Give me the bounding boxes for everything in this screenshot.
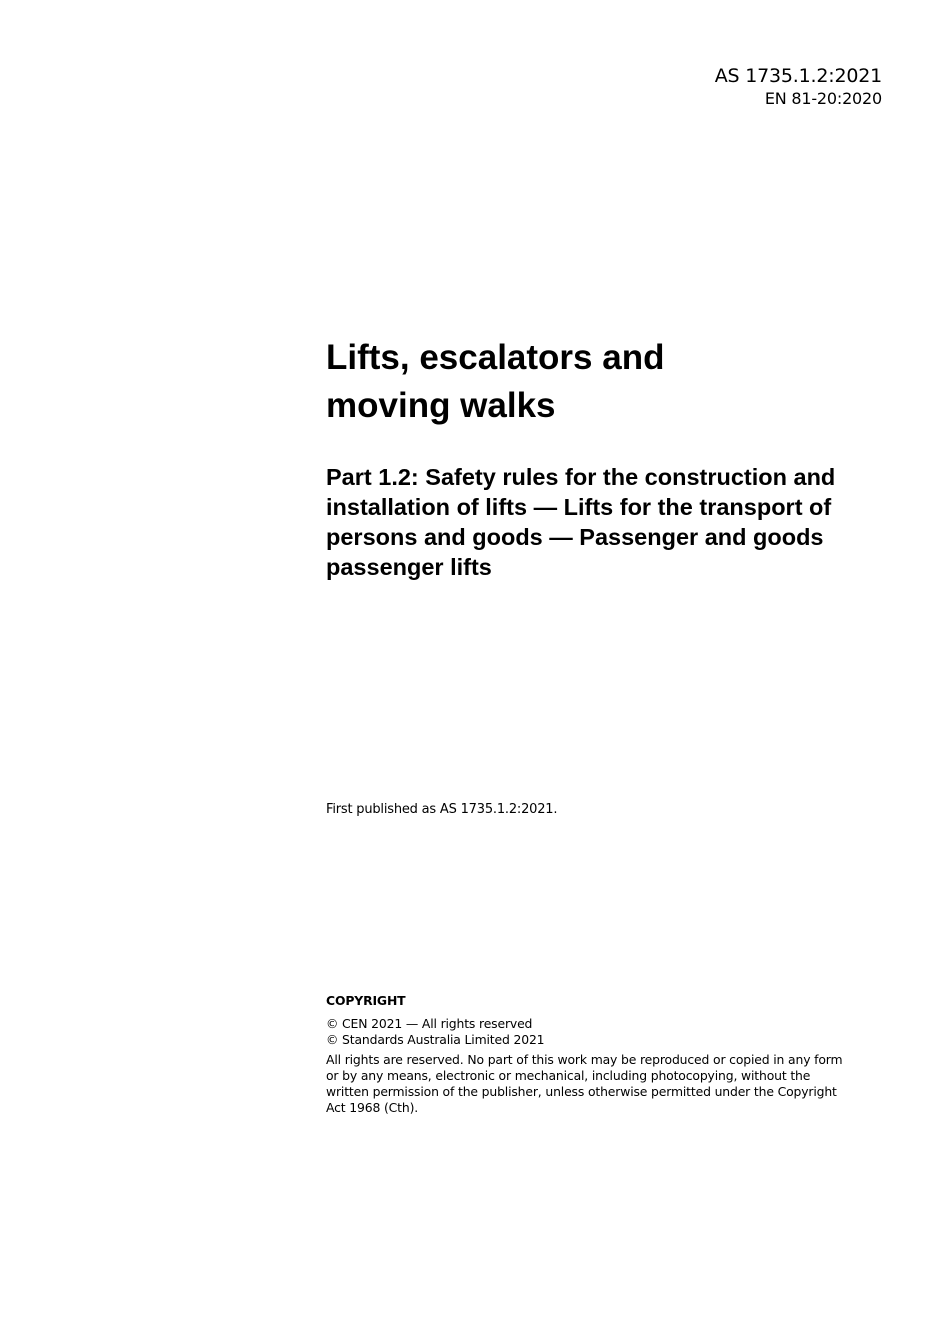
first-published-note: First published as AS 1735.1.2:2021.: [326, 802, 558, 817]
rights-notice: All rights are reserved. No part of this work may be reproduced or copied in any form or by any means, electronic or mechanical, including photocopying, without the written permission of the publisher, unless otherwise permitted under the Copyright Act 1968 (Cth).: [326, 1052, 843, 1115]
copyright-heading: COPYRIGHT: [326, 993, 406, 1008]
document-subtitle: Part 1.2: Safety rules for the construction and installation of lifts — Lifts for the transport of persons and goods — Passenger and goods passenger lifts: [326, 464, 836, 580]
document-title: Lifts, escalators and moving walks: [326, 338, 665, 425]
copyright-line-cen: © CEN 2021 — All rights reserved: [326, 1016, 533, 1031]
standard-number: AS 1735.1.2:2021: [714, 65, 882, 87]
copyright-section: [326, 993, 856, 1116]
standard-designation: [715, 64, 882, 110]
title-block: [326, 334, 886, 582]
copyright-line-standards-australia: © Standards Australia Limited 2021: [326, 1032, 545, 1047]
equivalent-standard-number: EN 81-20:2020: [764, 89, 882, 108]
